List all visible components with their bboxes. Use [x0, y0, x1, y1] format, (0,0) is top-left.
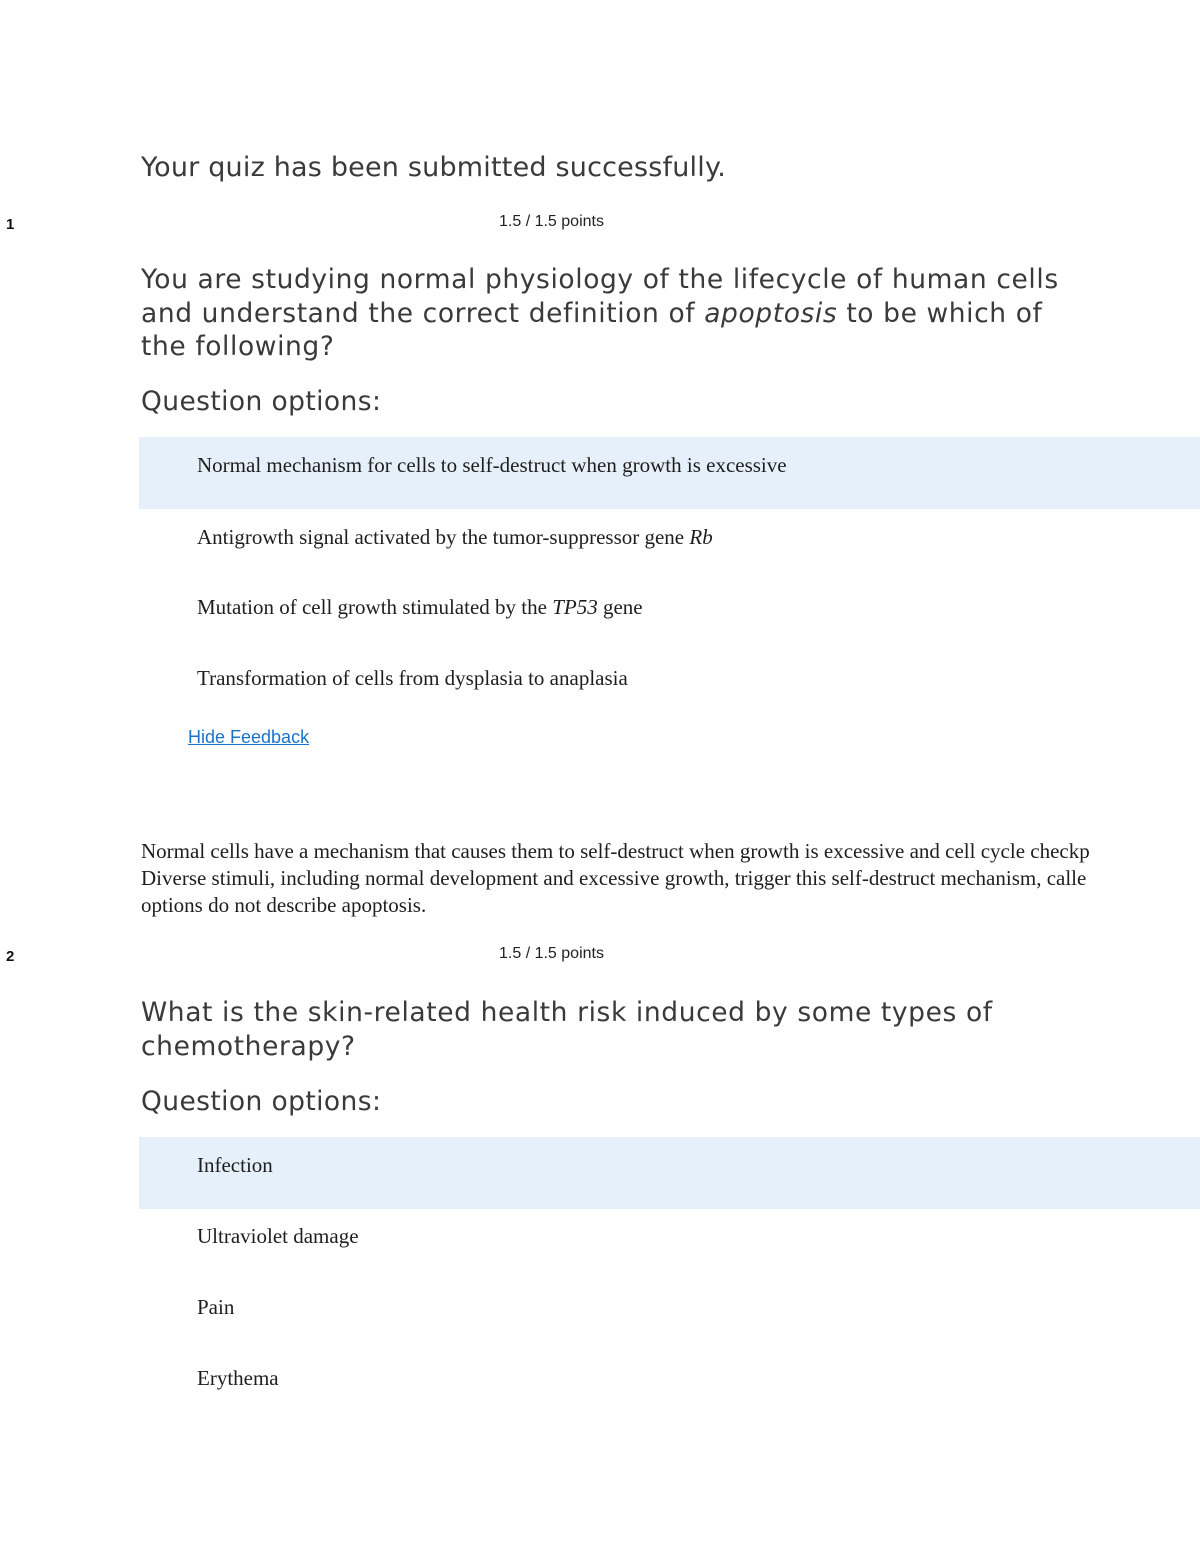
- option-text: Pain: [197, 1295, 235, 1319]
- submission-success-message: Your quiz has been submitted successfully.: [141, 152, 727, 183]
- feedback-line: Diverse stimuli, including normal development and excessive growth, trigger this self-destruct mechanism, calle: [141, 866, 1087, 890]
- option-row[interactable]: [139, 1350, 1200, 1422]
- question-text: What is the skin-related health risk induced by some types of chemotherapy?: [141, 997, 993, 1062]
- feedback-line: options do not describe apoptosis.: [141, 893, 427, 917]
- option-label: [197, 595, 643, 620]
- question-points: 1.5 / 1.5 points: [499, 213, 604, 230]
- option-text: Infection: [197, 1153, 273, 1177]
- option-label: [197, 666, 628, 691]
- option-text: Ultraviolet damage: [197, 1224, 359, 1248]
- question-options-label: Question options:: [141, 1086, 382, 1117]
- option-text-emphasis: Rb: [689, 525, 713, 549]
- option-text-emphasis: TP53: [552, 595, 598, 619]
- question-points: 1.5 / 1.5 points: [499, 945, 604, 962]
- option-label: [197, 453, 787, 478]
- option-text: Erythema: [197, 1366, 279, 1390]
- option-row[interactable]: [139, 509, 1200, 581]
- question-number: 2: [6, 948, 15, 965]
- option-row-selected[interactable]: [139, 437, 1200, 509]
- option-row[interactable]: [139, 650, 1200, 722]
- option-text: Normal mechanism for cells to self-destruct when growth is excessive: [197, 453, 787, 477]
- option-row[interactable]: [139, 579, 1200, 651]
- question-text: [141, 263, 1061, 364]
- option-row[interactable]: [139, 1208, 1200, 1280]
- option-row[interactable]: [139, 1279, 1200, 1351]
- option-row-selected[interactable]: [139, 1137, 1200, 1209]
- question-number: 1: [6, 216, 15, 233]
- feedback-explanation: [141, 838, 1200, 919]
- question-text-emphasis: apoptosis: [704, 297, 838, 329]
- option-text: Transformation of cells from dysplasia to anaplasia: [197, 666, 628, 690]
- option-text: Mutation of cell growth stimulated by the: [197, 595, 553, 619]
- option-text-suffix: gene: [597, 595, 643, 619]
- question-text-part: You are studying normal physiology of the lifecycle of human cells and understand the correct definition of: [141, 264, 1059, 329]
- option-text: Antigrowth signal activated by the tumor-suppressor gene: [197, 525, 690, 549]
- hide-feedback-link[interactable]: Hide Feedback: [188, 727, 310, 747]
- feedback-line: Normal cells have a mechanism that causes them to self-destruct when growth is excessive and cell cycle checkp: [141, 839, 1090, 863]
- question-options-label: Question options:: [141, 386, 382, 417]
- option-label: [197, 525, 713, 550]
- question-text-part: to be which of the following?: [141, 297, 1043, 362]
